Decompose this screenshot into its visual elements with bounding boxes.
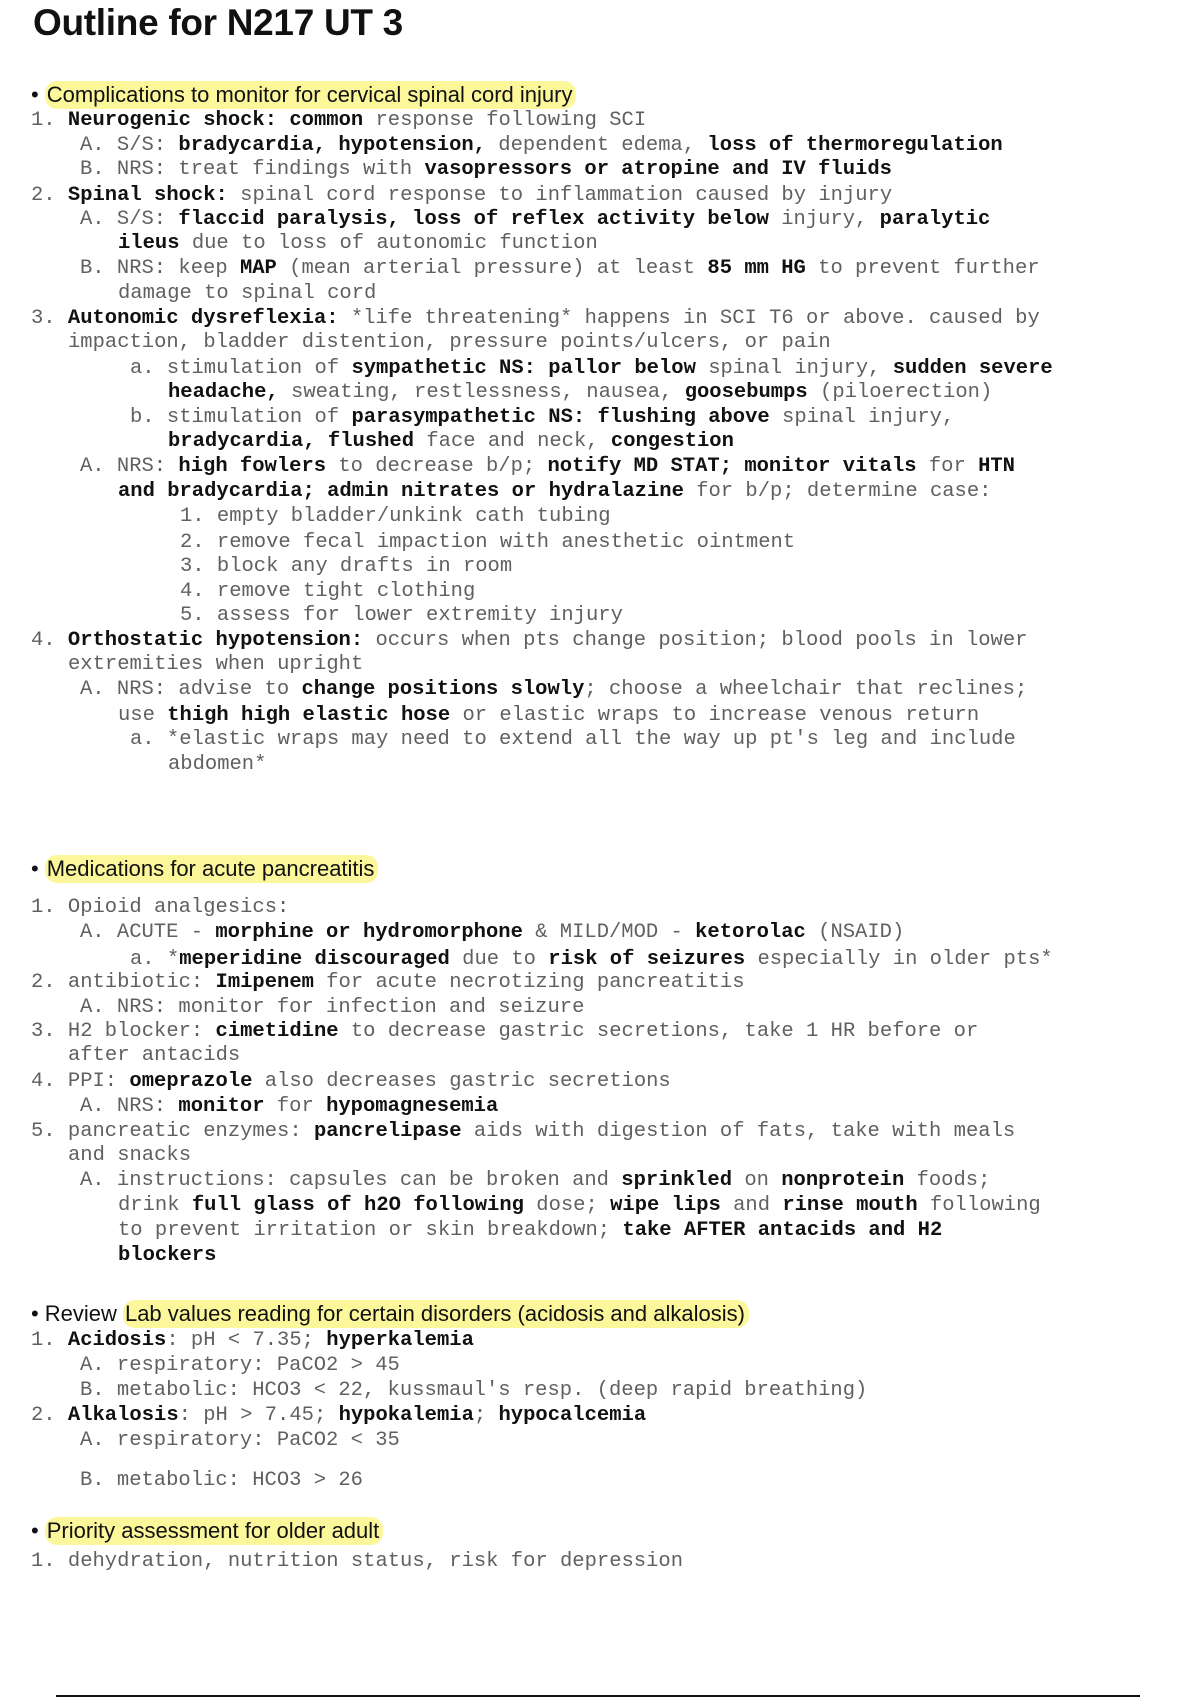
line-text: due to xyxy=(449,948,549,971)
line-text: a. *elastic wraps may need to extend all the way up pt's leg and include xyxy=(130,728,1016,751)
bold-text: loss of thermoregulation xyxy=(707,134,1003,157)
bullet-icon: • xyxy=(31,856,39,881)
bold-text: rinse mouth xyxy=(782,1194,918,1217)
bold-text: Neurogenic shock: xyxy=(67,109,278,132)
outline-line xyxy=(80,921,904,945)
line-text: A. NRS: monitor for infection and seizure xyxy=(80,996,585,1019)
line-text: to prevent further xyxy=(805,257,1040,280)
bold-text: full glass of h2O following xyxy=(191,1194,524,1217)
outline-line xyxy=(31,896,289,920)
line-text: A. S/S: xyxy=(80,134,179,157)
line-text: 4. xyxy=(31,629,68,652)
line-text: sweating, restlessness, nausea, xyxy=(278,381,685,404)
line-text: b. stimulation of xyxy=(130,406,352,429)
heading-text: Lab values reading for certain disorders (acidosis and alkalosis) xyxy=(123,1300,749,1328)
outline-line xyxy=(118,1219,942,1243)
bold-text: hypomagnesemia xyxy=(326,1095,499,1118)
line-text: 1. dehydration, nutrition status, risk for depression xyxy=(31,1550,684,1573)
line-text: drink xyxy=(118,1194,192,1217)
outline-line xyxy=(31,971,745,995)
bold-text: parasympathetic NS: flushing above xyxy=(351,406,770,429)
line-text: for b/p; determine case: xyxy=(683,480,992,503)
bold-text: hyperkalemia xyxy=(326,1329,474,1352)
line-text: 5. assess for lower extremity injury xyxy=(180,604,623,627)
outline-line xyxy=(31,1020,978,1044)
line-text: dependent edema, xyxy=(485,134,708,157)
bold-text: Spinal shock: xyxy=(67,184,228,207)
bold-text: and bradycardia; admin nitrates or hydralazine xyxy=(118,480,684,503)
bold-text: 85 mm HG xyxy=(707,257,806,280)
line-text: abdomen* xyxy=(168,753,267,776)
line-text: ; xyxy=(473,1404,499,1427)
outline-line xyxy=(80,996,584,1020)
line-text: for xyxy=(916,455,979,478)
bold-text: notify MD STAT; monitor vitals xyxy=(547,455,917,478)
bold-text: MAP xyxy=(239,257,277,280)
outline-line xyxy=(80,158,892,182)
bottom-rule xyxy=(56,1695,1140,1697)
outline-line xyxy=(118,1244,216,1268)
line-text: A. ACUTE - xyxy=(80,921,216,944)
bullet-icon: • xyxy=(31,82,39,107)
bold-text: Alkalosis xyxy=(67,1404,179,1427)
bold-text: sudden severe xyxy=(892,357,1053,380)
line-text: 2. antibiotic: xyxy=(31,971,216,994)
heading-text: Priority assessment for older adult xyxy=(45,1517,384,1545)
line-text: : pH < 7.35; xyxy=(166,1329,327,1352)
outline-line xyxy=(68,1044,240,1068)
line-text: face and neck, xyxy=(414,430,611,453)
heading-text: Complications to monitor for cervical spinal cord injury xyxy=(45,81,577,109)
line-text: spinal cord response to inflammation caused by injury xyxy=(227,184,893,207)
bold-text: cimetidine xyxy=(215,1020,339,1043)
line-text: 1. xyxy=(31,109,68,132)
outline-line xyxy=(118,480,991,504)
page-title: Outline for N217 UT 3 xyxy=(33,2,403,43)
line-text: *life threatening* happens in SCI T6 or above. caused by xyxy=(338,307,1040,330)
line-text: spinal injury, xyxy=(695,357,893,380)
line-text: for xyxy=(264,1095,327,1118)
line-text: after antacids xyxy=(68,1044,241,1067)
outline-line xyxy=(68,1144,191,1168)
line-text: (piloerection) xyxy=(807,381,993,404)
bold-text: Orthostatic hypotension: xyxy=(67,629,364,652)
line-text: ; choose a wheelchair that reclines; xyxy=(584,678,1028,701)
line-text: 4. PPI: xyxy=(31,1070,130,1093)
outline-line xyxy=(180,555,512,579)
line-text: 1. empty bladder/unkink cath tubing xyxy=(180,505,611,528)
section-heading xyxy=(31,856,378,882)
line-text: A. respiratory: PaCO2 > 45 xyxy=(80,1354,400,1377)
bold-text: omeprazole xyxy=(129,1070,253,1093)
bold-text: morphine or hydromorphone xyxy=(215,921,523,944)
line-text: A. S/S: xyxy=(80,208,179,231)
line-text: B. NRS: treat findings with xyxy=(80,158,425,181)
outline-line xyxy=(80,455,1015,479)
line-text: or elastic wraps to increase venous return xyxy=(450,704,980,727)
line-text: damage to spinal cord xyxy=(118,282,377,305)
line-text: aids with digestion of fats, take with meals xyxy=(461,1120,1016,1143)
outline-line xyxy=(80,134,1003,158)
bold-text: monitor xyxy=(178,1095,265,1118)
bold-text: Autonomic dysreflexia: xyxy=(67,307,339,330)
line-text: following xyxy=(917,1194,1041,1217)
bold-text: Imipenem xyxy=(215,971,314,994)
line-text: 2. remove fecal impaction with anesthetic ointment xyxy=(180,531,796,554)
outline-line xyxy=(31,307,1040,331)
line-text: spinal injury, xyxy=(769,406,955,429)
bold-text: ketorolac xyxy=(695,921,806,944)
bold-text: nonprotein xyxy=(781,1169,905,1192)
bold-text: ileus xyxy=(118,232,180,255)
outline-line xyxy=(118,282,376,306)
line-text: 2. xyxy=(31,184,68,207)
bold-text: vasopressors or atropine and IV fluids xyxy=(424,158,892,181)
bold-text: goosebumps xyxy=(684,381,808,404)
bold-text: headache, xyxy=(168,381,279,404)
bold-text: blockers xyxy=(118,1244,217,1267)
outline-line xyxy=(180,531,795,555)
bold-text: hypokalemia xyxy=(338,1404,474,1427)
line-text: 5. pancreatic enzymes: xyxy=(31,1120,314,1143)
line-text: impaction, bladder distention, pressure points/ulcers, or pain xyxy=(68,331,831,354)
outline-line xyxy=(118,232,598,256)
outline-line xyxy=(80,1354,400,1378)
outline-line xyxy=(118,704,979,728)
line-text: 2. xyxy=(31,1404,68,1427)
outline-line xyxy=(31,1120,1015,1144)
bold-text: paralytic xyxy=(879,208,991,231)
bold-text: flaccid paralysis, loss of reflex activity below xyxy=(178,208,769,231)
heading-text: Medications for acute pancreatitis xyxy=(45,855,379,883)
line-text: for acute necrotizing pancreatitis xyxy=(313,971,745,994)
outline-line xyxy=(168,753,266,777)
line-text: a. * xyxy=(130,948,180,971)
outline-line xyxy=(80,257,1040,281)
outline-line xyxy=(31,184,892,208)
section-heading xyxy=(31,1301,749,1327)
outline-line xyxy=(180,580,475,604)
outline-line xyxy=(31,1550,683,1574)
line-text: B. metabolic: HCO3 < 22, kussmaul's resp. (deep rapid breathing) xyxy=(80,1379,868,1402)
outline-line xyxy=(180,604,623,628)
line-text: and xyxy=(720,1194,783,1217)
bold-text: thigh high elastic hose xyxy=(167,704,451,727)
bold-text: take AFTER antacids and H2 xyxy=(622,1219,943,1242)
outline-line xyxy=(168,381,992,405)
bold-text: high fowlers xyxy=(178,455,327,478)
bold-text: Acidosis xyxy=(67,1329,167,1352)
line-text: 1. Opioid analgesics: xyxy=(31,896,290,919)
line-text: 4. remove tight clothing xyxy=(180,580,476,603)
line-text: 1. xyxy=(31,1329,68,1352)
outline-line xyxy=(168,430,734,454)
bold-text: hypocalcemia xyxy=(498,1404,647,1427)
line-text: : pH > 7.45; xyxy=(178,1404,339,1427)
bold-text: wipe lips xyxy=(610,1194,721,1217)
bold-text: common xyxy=(289,109,364,132)
outline-line xyxy=(80,1169,990,1193)
line-text: 3. H2 blocker: xyxy=(31,1020,216,1043)
line-text: due to loss of autonomic function xyxy=(179,232,598,255)
line-text: & MILD/MOD - xyxy=(522,921,696,944)
bold-text: meperidine discouraged xyxy=(179,948,450,971)
bold-text: sympathetic NS: pallor below xyxy=(351,357,696,380)
bold-text: sprinkled xyxy=(621,1169,733,1192)
outline-line xyxy=(31,629,1027,653)
line-text: A. instructions: capsules can be broken and xyxy=(80,1169,622,1192)
outline-line xyxy=(130,948,1053,972)
outline-line xyxy=(80,1469,363,1493)
outline-line xyxy=(31,1070,671,1094)
line-text: A. NRS: xyxy=(80,1095,179,1118)
outline-line xyxy=(80,1379,867,1403)
outline-line xyxy=(130,728,1016,752)
bold-text: bradycardia, flushed xyxy=(168,430,415,453)
outline-line xyxy=(130,357,1053,381)
heading-prefix: Review xyxy=(44,1301,123,1326)
outline-line xyxy=(180,505,611,529)
outline-line xyxy=(68,331,831,355)
line-text xyxy=(277,109,289,132)
line-text: A. NRS: xyxy=(80,455,179,478)
outline-line xyxy=(80,1095,498,1119)
bullet-icon: • xyxy=(31,1518,39,1543)
bold-text: pancrelipase xyxy=(313,1120,462,1143)
line-text: on xyxy=(732,1169,782,1192)
line-text: response following SCI xyxy=(363,109,647,132)
line-text: B. metabolic: HCO3 > 26 xyxy=(80,1469,363,1492)
line-text: A. NRS: advise to xyxy=(80,678,302,701)
bold-text: congestion xyxy=(610,430,734,453)
line-text: dose; xyxy=(523,1194,611,1217)
line-text: injury, xyxy=(768,208,880,231)
outline-line xyxy=(80,208,990,232)
section-heading xyxy=(31,1518,383,1544)
line-text: and snacks xyxy=(68,1144,192,1167)
outline-line xyxy=(80,678,1027,702)
line-text: foods; xyxy=(904,1169,991,1192)
section-heading xyxy=(31,82,576,108)
line-text: occurs when pts change position; blood pools in lower xyxy=(363,629,1028,652)
line-text: to decrease gastric secretions, take 1 HR before or xyxy=(338,1020,979,1043)
line-text: 3. xyxy=(31,307,68,330)
line-text: to decrease b/p; xyxy=(326,455,548,478)
outline-line xyxy=(130,406,954,430)
outline-line xyxy=(80,1429,400,1453)
outline-line xyxy=(118,1194,1041,1218)
line-text: extremities when upright xyxy=(68,653,364,676)
bullet-icon: • xyxy=(31,1301,39,1326)
line-text: A. respiratory: PaCO2 < 35 xyxy=(80,1429,400,1452)
outline-line xyxy=(31,1404,646,1428)
bold-text: change positions slowly xyxy=(301,678,585,701)
outline-line xyxy=(31,1329,474,1353)
line-text: (mean arterial pressure) at least xyxy=(276,257,708,280)
outline-line xyxy=(68,653,363,677)
line-text: especially in older pts* xyxy=(745,948,1053,971)
bold-text: risk of seizures xyxy=(548,948,746,971)
line-text: also decreases gastric secretions xyxy=(252,1070,671,1093)
line-text: a. stimulation of xyxy=(130,357,352,380)
line-text: (NSAID) xyxy=(805,921,905,944)
line-text: use xyxy=(118,704,168,727)
bold-text: bradycardia, hypotension, xyxy=(178,134,486,157)
outline-line xyxy=(31,109,646,133)
line-text: B. NRS: keep xyxy=(80,257,240,280)
line-text: to prevent irritation or skin breakdown; xyxy=(118,1219,623,1242)
bold-text: HTN xyxy=(978,455,1015,478)
line-text: 3. block any drafts in room xyxy=(180,555,513,578)
